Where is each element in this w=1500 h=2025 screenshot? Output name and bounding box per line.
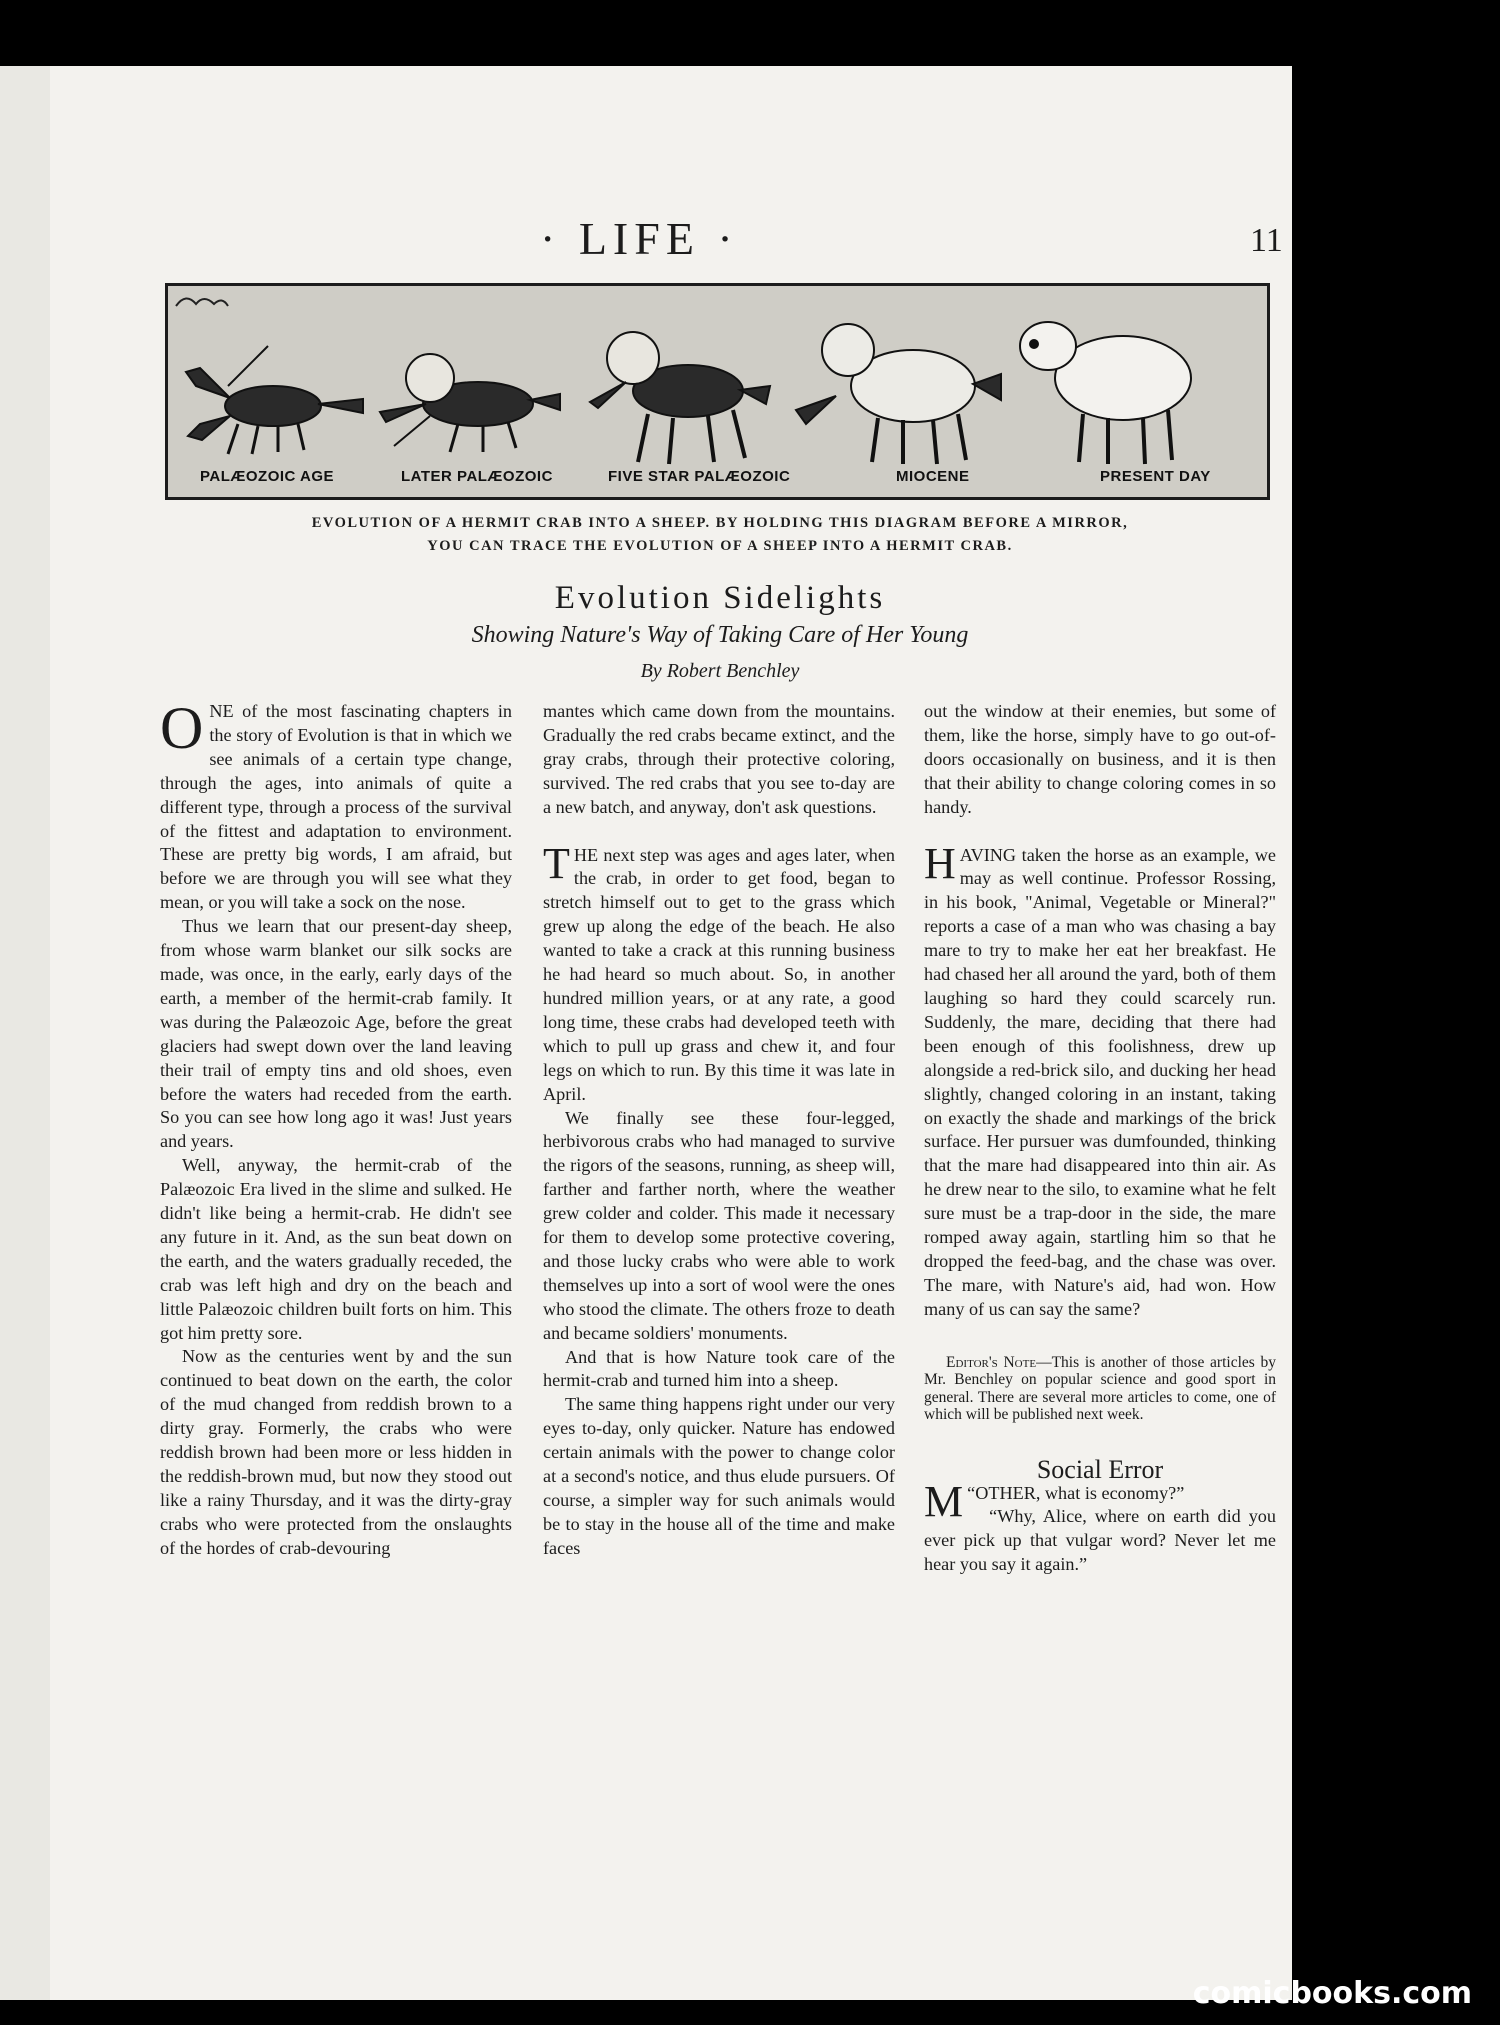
editors-note (924, 1354, 1276, 1424)
article-column-3 (924, 700, 1276, 1577)
paragraph: Thus we learn that our present-day sheep, from whose warm blanket our silk socks are made, was once, in the early, early days of the earth, a member of the hermit-crab family. It was during the Palæozoic Age, before the great glaciers had swept down over the land leaving their trail of empty tins and old shoes, even before the waters had receded from the earth. So you can see how long ago it was! Just years and years. (160, 916, 512, 1152)
paragraph: “Why, Alice, where on earth did you ever pick up that vulgar word? Never let me hear you say it again.” (924, 1506, 1276, 1575)
evolution-drawing (168, 286, 1267, 497)
paragraph (543, 838, 895, 1107)
article-title: Evolution Sidelights (554, 580, 886, 616)
woolly-crab-figure (796, 324, 1001, 464)
paragraph: We finally see these four-legged, herbivorous crabs who had managed to survive the rigors of the seasons, running, as sheep will, farther and farther north, where the weather grew colder and colder. This made it necessary for them to develop some protective covering, and those lucky crabs who were able to work themselves up into a sort of wool were the ones who stood the climate. The others froze to death and became soldiers' monuments. (543, 1107, 895, 1343)
editors-note-label: Editor's Note (946, 1353, 1037, 1371)
crab-figure (186, 346, 363, 454)
page-number: 11 (1250, 222, 1283, 259)
article-column-2 (543, 700, 895, 1561)
drop-cap: T (543, 838, 570, 888)
caption-line: YOU CAN TRACE THE EVOLUTION OF A SHEEP INTO A HERMIT CRAB. (427, 538, 1013, 554)
drop-cap: O (160, 695, 204, 761)
paragraph-text: OTHER, what is economy?” (975, 1482, 1185, 1503)
paragraph: mantes which came down from the mountains. Gradually the red crabs became extinct, and the gray crabs, through their protective coloring, survived. The red crabs that you see to-day are a new batch, and anyway, don't ask questions. (543, 701, 895, 817)
stage-label: PRESENT DAY (1100, 468, 1211, 485)
stage-label: MIOCENE (896, 468, 970, 485)
open-quote: “ (967, 1482, 976, 1503)
paragraph (924, 838, 1276, 1322)
paragraph-text: AVING taken the horse as an example, we may as well continue. Professor Rossing, in his book, "Animal, Vegetable or Mineral?" reports a case of a man who was chasing a bay mare to try to make her eat her breakfast. He had chased her all around the yard, both of them laughing so hard they could scarcely run. Suddenly, the mare, deciding that there had been enough of this foolishness, drew up alongside a red-brick silo, and ducking her head slightly, changed coloring in an instant, taking on exactly the shade and markings of the brick surface. Her pursuer was dumfounded, thinking that the mare had disappeared into thin air. As he drew near to the silo, to examine what he felt sure must be a trap-door in the side, the mare romped away again, startling him so that he dropped the feed-bag, and the chase was over. The mare, with Nature's aid, had won. How many of us can say the same? (924, 844, 1276, 1319)
article-column-1 (160, 695, 512, 1561)
paragraph (160, 695, 512, 915)
caption-line: EVOLUTION OF A HERMIT CRAB INTO A SHEEP. BY HOLDING THIS DIAGRAM BEFORE A MIRROR, (311, 515, 1129, 531)
magazine-title: · LIFE · (540, 213, 739, 264)
byline: By Robert Benchley (640, 660, 800, 682)
paragraph (924, 1476, 1276, 1526)
editors-note-text: —This is another of those articles by Mr. Benchley on popular science and good sport in general. There are several more articles to come, one of which will be published next week. (924, 1353, 1276, 1424)
sheep-figure (1020, 322, 1191, 464)
paragraph-text: HE next step was ages and ages later, when the crab, in order to get food, began to stretch himself out to get to the grass which grew up along the edge of the beach. He also wanted to take a crack at this running business he had heard so much about. So, in another hundred million years, or at any rate, a good long time, these crabs had developed teeth with which to pull up grass and chew it, and four legs on which to run. By this time it was late in April. (543, 844, 895, 1104)
paragraph: out the window at their enemies, but some of them, like the horse, simply have to go out-of-doors occasionally on business, and it is then that their ability to change coloring comes in so handy. (924, 701, 1276, 817)
four-legged-crab-figure (590, 332, 770, 464)
drop-cap: H (924, 838, 956, 888)
paragraph: Well, anyway, the hermit-crab of the Palæozoic Era lived in the slime and sulked. He didn't like being a hermit-crab. He didn't see any future in it. And, as the sun beat down on the earth, and the waters gradually receded, the crab was left high and dry on the beach and little Palæozoic children built forts on him. This got him pretty sore. (160, 1155, 512, 1343)
article-subtitle: Showing Nature's Way of Taking Care of Her Young (471, 622, 969, 648)
paragraph: The same thing happens right under our very eyes to-day, only quicker. Nature has endowed certain animals with the power to change color at a second's notice, and thus elude pursuers. Of course, a simpler way for such animals would be to stay in the house all of the time and make faces (543, 1394, 895, 1558)
drop-cap: M (924, 1476, 964, 1526)
social-error-title: Social Error (1036, 1454, 1164, 1484)
stage-label: PALÆOZOIC AGE (200, 468, 334, 485)
crab-with-sheep-head-figure (380, 354, 560, 452)
paragraph: And that is how Nature took care of the hermit-crab and turned him into a sheep. (543, 1346, 895, 1391)
paragraph-text: NE of the most fascinating chapters in the story of Evolution is that in which we see animals of a certain type change, through the ages, into animals of quite a different type, through a process of the survival of the fittest and adaptation to environment. These are pretty big words, I am afraid, but before we are through you will see what they mean, or you will take a sock on the nose. (160, 701, 512, 913)
watermark: comicbooks.com (1192, 1976, 1472, 2011)
paragraph: Now as the centuries went by and the sun continued to beat down on the earth, the color of the mud changed from reddish brown to a dirty gray. Formerly, the crabs who were reddish brown had been more or less hidden in the reddish-brown mud, but now they stood out like a rainy Thursday, and it was the dirty-gray crabs who were protected from the onslaughts of the hordes of crab-devouring (160, 1346, 512, 1558)
illustration-caption (170, 512, 1270, 558)
left-page-edge (0, 66, 52, 2000)
stage-label: LATER PALÆOZOIC (401, 468, 553, 485)
stage-label: FIVE STAR PALÆOZOIC (608, 468, 791, 485)
evolution-illustration (165, 283, 1270, 500)
artist-signature-mark (176, 298, 228, 306)
